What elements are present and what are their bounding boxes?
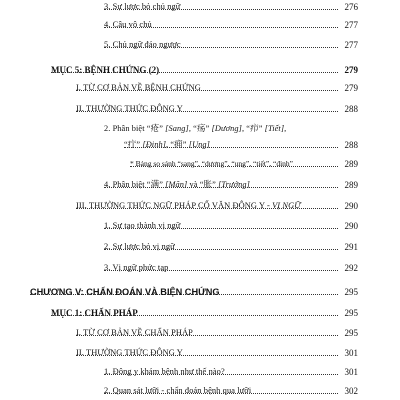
toc-entry[interactable]: [0, 240, 400, 254]
toc-entry-note[interactable]: [0, 157, 400, 171]
toc-section-heading[interactable]: [0, 63, 400, 77]
toc-entry-page: 301: [344, 348, 358, 358]
toc-leader-dots: [124, 147, 338, 148]
toc-leader-dots: [51, 315, 338, 316]
toc-entry[interactable]: [0, 365, 400, 379]
toc-entry-page: 301: [344, 367, 358, 377]
toc-entry[interactable]: [0, 81, 400, 95]
toc-entry-title: 3. Sự lược bỏ chủ ngữ: [104, 0, 181, 14]
toc-entry-page: 290: [344, 201, 358, 211]
toc-entry[interactable]: [0, 219, 400, 233]
toc-section-heading[interactable]: [0, 306, 400, 320]
toc-entry-title: 1. Đông y khám bệnh như thế nào?: [104, 365, 226, 379]
toc-entry-page: 279: [344, 65, 358, 75]
toc-entry-page: 291: [344, 242, 358, 252]
toc-leader-dots: [104, 47, 338, 48]
toc-entry-page: 295: [344, 308, 358, 318]
toc-entry[interactable]: [0, 138, 400, 152]
toc-entry-title: I. TỪ CƠ BẢN VỀ BỆNH CHỨNG: [76, 81, 202, 95]
toc-leader-dots: [76, 111, 338, 112]
toc-entry-page: 289: [344, 180, 358, 190]
toc-entry-title: * Bảng so sánh “sang”, “dương”, “ung”, “tiết”, “đinh”: [130, 157, 294, 171]
toc-leader-dots: [76, 208, 338, 209]
toc-leader-dots: [104, 9, 338, 10]
toc-leader-dots: [76, 90, 338, 91]
toc-leader-dots: [104, 270, 338, 271]
toc-leader-dots: [30, 294, 338, 295]
toc-entry-title: 2. Quan sát lưỡi - chẩn đoán bệnh qua lưỡi: [104, 384, 252, 398]
toc-leader-dots: [76, 355, 338, 356]
toc-entry-title: II. THƯỜNG THỨC ĐÔNG Y: [76, 102, 184, 116]
toc-entry[interactable]: [0, 38, 400, 52]
chinese-character: 疖: [250, 124, 259, 134]
toc-entry-title: MỤC 1: CHẨN PHÁP: [51, 308, 138, 318]
toc-entry-page: 302: [344, 386, 358, 396]
toc-entry-title: 3. Vị ngữ phức tạp: [104, 261, 169, 275]
toc-leader-dots: [51, 72, 338, 73]
toc-leader-dots: [104, 249, 338, 250]
toc-entry-title: MỤC 5: BỆNH CHỨNG (2): [51, 65, 160, 75]
chinese-character: 痈: [174, 140, 183, 150]
toc-entry-title: III. THƯỜNG THỨC NGỮ PHÁP CỔ VĂN ĐÔNG Y - VỊ NGỮ: [76, 199, 302, 213]
toc-entry-title: 4. Phân biệt “满” [Mãn] và “胀” [Trướng]: [104, 180, 250, 190]
toc-entry[interactable]: [0, 199, 400, 213]
toc-entry-page: 289: [344, 159, 358, 169]
toc-entry-title: 4. Câu vô chủ: [104, 18, 153, 32]
toc-entry[interactable]: [0, 178, 400, 192]
toc-leader-dots: [104, 393, 338, 394]
toc-entry[interactable]: [0, 326, 400, 340]
toc-entry[interactable]: [0, 102, 400, 116]
toc-entry-page: 276: [344, 2, 358, 12]
toc-entry-page: 277: [344, 40, 358, 50]
toc-entry-title: 1. Sự tạo thành vị ngữ: [104, 219, 181, 233]
toc-leader-dots: [104, 228, 338, 229]
toc-entry-title: CHƯƠNG V: CHẨN ĐOÁN VÀ BIỆN CHỨNG: [30, 287, 220, 297]
chinese-character: 疡: [196, 124, 206, 134]
toc-entry-title: 2. Phân biệt “疮” [Sang], “疡” [Dương], “疖” [Tiết],: [104, 124, 287, 134]
toc-leader-dots: [104, 187, 338, 188]
toc-chapter-heading[interactable]: [0, 285, 400, 299]
toc-entry[interactable]: [0, 261, 400, 275]
toc-entry-page: 292: [344, 263, 358, 273]
chinese-character: 满: [150, 180, 160, 190]
toc-entry-title: 5. Chủ ngữ đảo ngược: [104, 38, 182, 52]
toc-entry-page: 277: [344, 20, 358, 30]
toc-entry-page: 295: [344, 287, 358, 297]
chinese-character: 胀: [203, 180, 213, 190]
toc-leader-dots: [76, 335, 338, 336]
toc-entry[interactable]: [0, 384, 400, 398]
toc-entry[interactable]: [0, 0, 400, 14]
toc-leader-dots: [104, 374, 338, 375]
toc-leader-dots: [104, 27, 338, 28]
chinese-character: 疔: [127, 140, 137, 150]
toc-entry-page: 290: [344, 221, 358, 231]
chinese-character: 疮: [150, 124, 160, 134]
toc-entry-title: I. TỪ CƠ BẢN VỀ CHẨN PHÁP: [76, 326, 194, 340]
toc-entry-title: II. THƯỜNG THỨC ĐÔNG Y: [76, 346, 184, 360]
toc-entry-page: 288: [344, 140, 358, 150]
toc-entry-page: 279: [344, 83, 358, 93]
toc-entry[interactable]: [0, 122, 400, 136]
toc-entry-title: “疔” [Đinh], “痈” [Ung]: [124, 140, 210, 150]
toc-entry-title: 2. Sự lược bỏ vị ngữ: [104, 240, 176, 254]
toc-entry[interactable]: [0, 346, 400, 360]
toc-entry-page: 295: [344, 328, 358, 338]
toc-entry[interactable]: [0, 18, 400, 32]
toc-entry-page: 288: [344, 104, 358, 114]
toc-leader-dots: [130, 166, 338, 167]
